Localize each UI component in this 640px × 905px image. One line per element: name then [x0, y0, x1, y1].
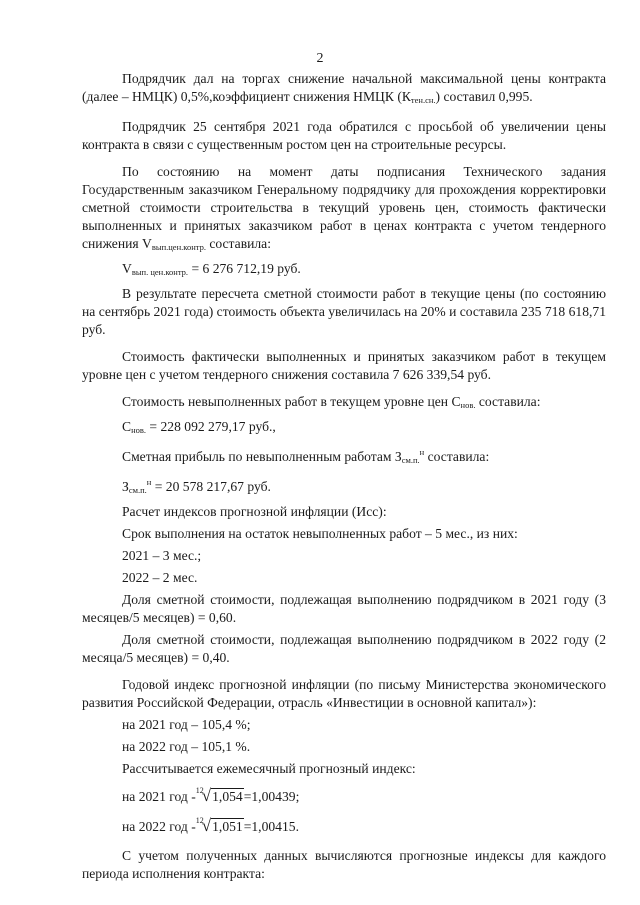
paragraph-forecast-indices: С учетом полученных данных вычисляются прогнозные индексы для каждого периода исполнения контракта:: [82, 848, 606, 881]
paragraph-estimated-profit: Сметная прибыль по невыполненным работам $З_{см.п.}^н$ составила:: [122, 447, 490, 465]
annual-index-2021: на 2021 год – 105,4 %;: [122, 717, 251, 732]
annual-index-2022: на 2022 год – 105,1 %.: [122, 739, 251, 754]
paragraph-share-2022: Доля сметной стоимости, подлежащая выполнению подрядчиком в 2022 году (2 месяца/5 месяцев) = 0,40.: [82, 632, 606, 665]
paragraph-unfinished-cost: Стоимость невыполненных работ в текущем уровне цен $С_{нов.}$ составила:: [122, 394, 541, 410]
paragraph-tech-task: По состоянию на момент даты подписания Технического задания Государственным заказчиком Генеральному подрядчику для прохождения корректировки сметной стоимости строительства в текущий уровень цен, стоимость фактически выполненных и принятых заказчиком работ в ценах контракта с учетом тендерного снижения $V_{вып.цен.контр.}$ составила:: [82, 164, 606, 252]
term-2022: 2022 – 2 мес.: [122, 570, 198, 585]
formula-c-new: $С_{нов.} = 228$ 092 279,17 руб.,: [122, 419, 276, 435]
paragraph-monthly-index: Рассчитывается ежемесячный прогнозный индекс:: [122, 761, 416, 776]
root-2021: $^{12}$√1,054: [195, 786, 243, 805]
term-2021: 2021 – 3 мес.;: [122, 548, 202, 563]
page-number: 2: [316, 51, 324, 66]
formula-v-completed: $V_{вып. цен.контр.} = 6$ 276 712,19 руб.: [122, 261, 301, 277]
root-2022: $^{12}$√1,051: [195, 816, 243, 835]
paragraph-contractor-discount: Подрядчик дал на торгах снижение начальной максимальной цены контракта (далее – НМЦК) 0,5%,коэффициент снижения НМЦК $(К_{тен.сн.})$ составил 0,995.: [82, 71, 606, 105]
formula-z-profit: $З_{см.п.}^н = 20$ 578 217,67 руб.: [122, 477, 271, 495]
paragraph-recalculation: В результате пересчета сметной стоимости работ в текущие цены (по состоянию на сентябрь 2021 года) стоимость объекта увеличилась на 20% и составила 235 718 618,71 руб.: [82, 286, 606, 337]
paragraph-contractor-request: Подрядчик 25 сентября 2021 года обратился с просьбой об увеличении цены контракта в связи с существенным ростом цен на строительные ресурсы.: [82, 119, 606, 152]
formula-monthly-2022: на 2022 год -$^{12}$√1,051=1,00415.: [82, 817, 606, 838]
paragraph-share-2021: Доля сметной стоимости, подлежащая выполнению подрядчиком в 2021 году (3 месяцев/5 месяцев) = 0,60.: [82, 592, 606, 625]
paragraph-remaining-term: Срок выполнения на остаток невыполненных работ – 5 мес., из них:: [122, 526, 518, 541]
paragraph-actual-cost: Стоимость фактически выполненных и принятых заказчиком работ в текущем уровне цен с учетом тендерного снижения составила 7 626 339,54 руб.: [82, 349, 606, 382]
paragraph-annual-index: Годовой индекс прогнозной инфляции (по письму Министерства экономического развития Российской Федерации, отрасль «Инвестиции в основной капитал»):: [82, 677, 606, 710]
formula-monthly-2021: на 2021 год -$^{12}$√1,054=1,00439;: [82, 787, 606, 808]
document-body: [82, 70, 606, 883]
paragraph-inflation-calc: Расчет индексов прогнозной инфляции (Исс):: [122, 504, 387, 519]
